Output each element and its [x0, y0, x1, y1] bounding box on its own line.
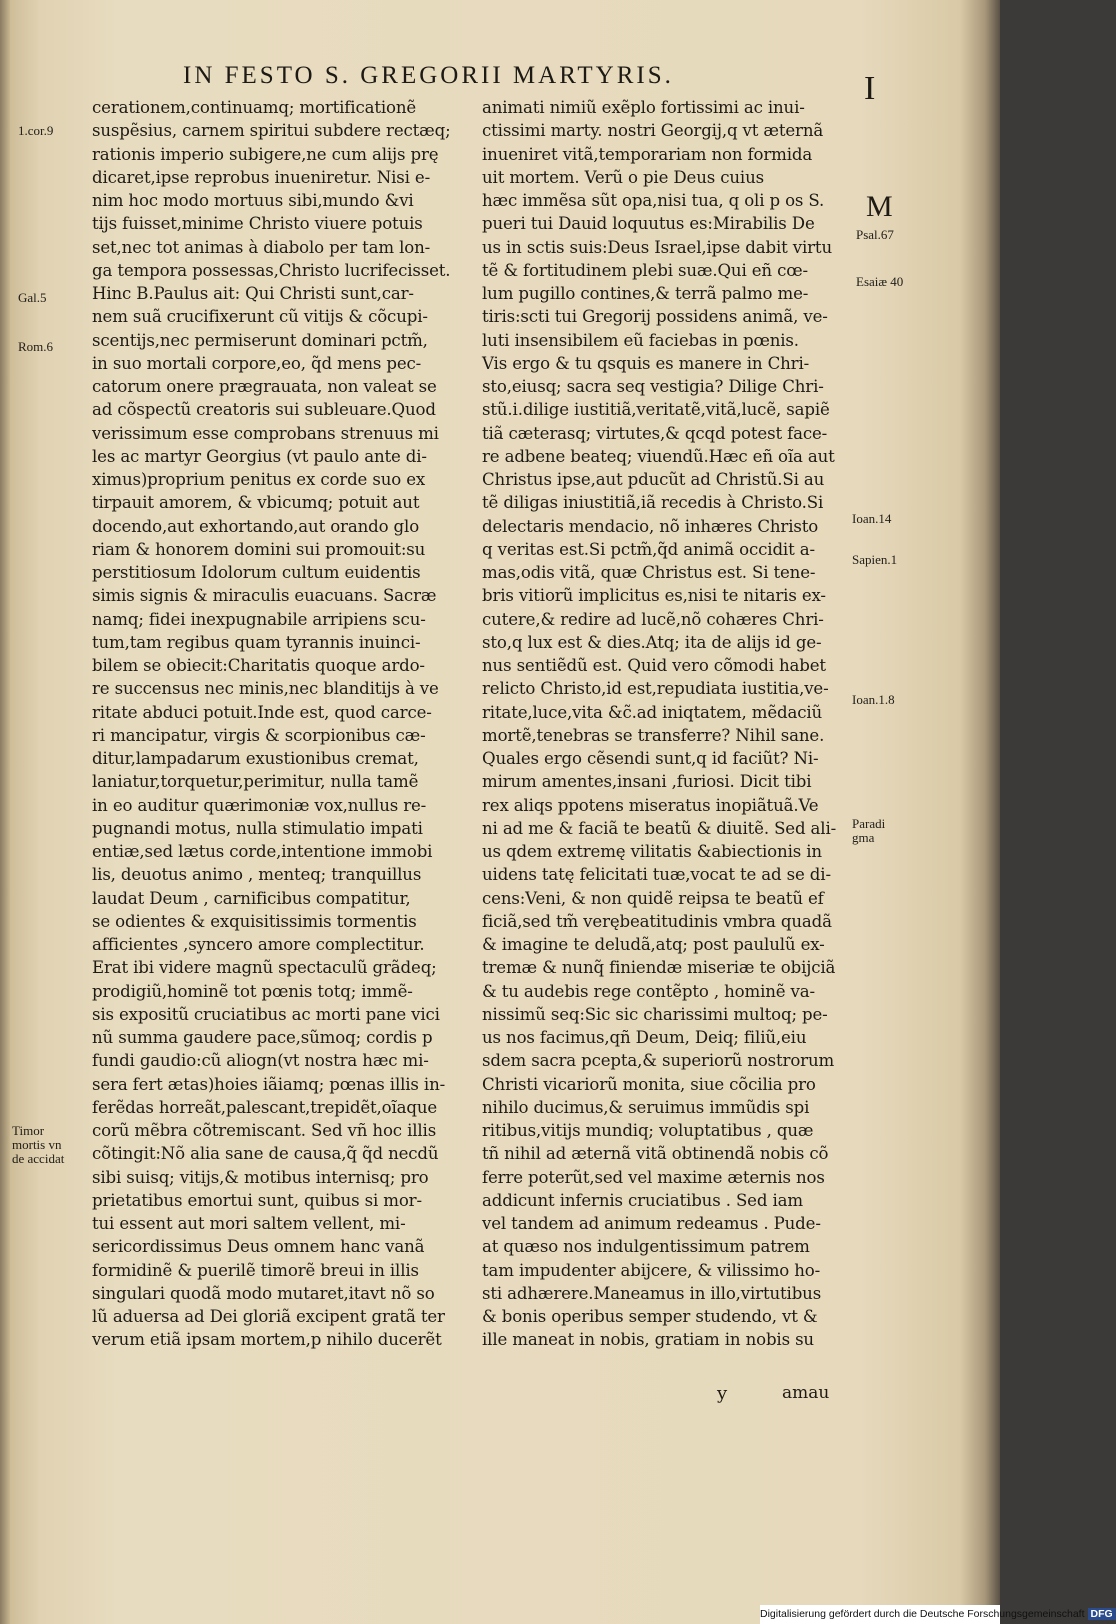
left-text-column	[92, 96, 457, 1352]
margin-note-ioan14: Ioan.14	[852, 511, 892, 526]
text-line: tremæ & nunq̃ finiendæ miseriæ te obijciã	[482, 958, 836, 978]
text-line: ritate,luce,vita &c̃.ad iniqtatem, mẽdaciũ	[482, 702, 823, 722]
text-line: uidens tatę felicitati tuæ,vocat te ad se di-	[482, 865, 831, 885]
text-line: ritate abduci potuit.Inde est, quod carce-	[92, 702, 432, 722]
text-line: sibi suisq; vitijs,& motibus internisq; pro	[92, 1167, 429, 1187]
text-line: q veritas est.Si pctm̃,q̃d animã occidit a-	[482, 539, 815, 559]
text-line: hæc immẽsa sũt opa,nisi tua, q oli p os S.	[482, 191, 825, 210]
text-line: corũ mẽbra cõtremiscant. Sed vñ hoc illis	[92, 1121, 437, 1140]
text-line: ctissimi marty. nostri Georgij,q vt æternã	[482, 121, 824, 141]
text-line: nus sentiẽdũ est. Quid vero cõmodi habet	[482, 656, 826, 675]
text-line: pueri tui Dauid loquutus es:Mirabilis De	[482, 214, 815, 234]
text-line: mortẽ,tenebras se transferre? Nihil sane.	[482, 725, 825, 745]
text-line: mas,odis vitã, quæ Christus est. Si tene-	[482, 563, 816, 582]
text-line: addicunt infernis cruciatibus . Sed iam	[482, 1190, 803, 1210]
folio-number: I	[864, 70, 876, 107]
text-line: tam impudenter abijcere, & vilissimo ho-	[482, 1260, 821, 1280]
footer-text: Digitalisierung gefördert durch die Deutsche Forschungsgemeinschaft	[760, 1608, 1085, 1620]
text-line: & bonis operibus semper studendo, vt &	[482, 1307, 818, 1326]
text-line: tiã cæterasq; virtutes,& qcqd potest face-	[482, 423, 828, 443]
text-line: sto,eiusq; sacra seq vestigia? Dilige Chri-	[482, 377, 824, 396]
text-line: ximus)proprium penitus ex corde suo ex	[92, 470, 426, 489]
text-line: bilem se obiecit:Charitatis quoque ardo-	[92, 656, 425, 675]
marginal-letter: M	[866, 190, 893, 223]
text-line: cens:Veni, & non quidẽ reipsa te beatũ ef	[482, 888, 824, 908]
text-line: nũ summa gaudere pace,sũmoq; cordis p	[92, 1028, 433, 1047]
text-line: lũ aduersa ad Dei gloriã excipent gratã ter	[92, 1307, 445, 1326]
text-line: tijs fuisset,minime Christo viuere potuis	[92, 214, 423, 234]
text-line: tiris:scti tui Gregorij possidens animã, ve-	[482, 307, 828, 327]
margin-note-1-cor: 1.cor.9	[18, 123, 54, 138]
text-line: nissimũ seq:Sic sic charissimi multoq; pe-	[482, 1004, 828, 1024]
text-line: stũ.i.dilige iustitiã,veritatẽ,vitã,lucẽ, sapiẽ	[482, 400, 830, 420]
text-line: vel tandem ad animum redeamus . Pude-	[482, 1214, 821, 1233]
text-line: uit mortem. Verũ o pie Deus cuius	[482, 167, 764, 187]
text-line: luti insensibilem eũ faciebas in pœnis.	[482, 330, 799, 350]
digitization-footer	[760, 1605, 1113, 1624]
text-line: tirpauit amorem, & vbicumq; potuit aut	[92, 493, 420, 513]
text-line: Christi vicariorũ monita, siue cõcilia pro	[482, 1074, 816, 1094]
text-line: bris vitiorũ implicitus es,nisi te nitaris ex-	[482, 586, 826, 606]
text-line: Hinc B.Paulus ait: Qui Christi sunt,car-	[92, 284, 414, 303]
text-line: laudat Deum , carnificibus compatitur,	[92, 888, 411, 908]
text-line: tẽ & fortitudinem plebi suæ.Qui eñ cœ-	[482, 260, 808, 280]
text-line: Erat ibi videre magnũ spectaculũ grãdeq;	[92, 958, 437, 978]
margin-note-paradigma: Paradi gma	[852, 816, 886, 845]
text-line: verissimum esse comprobans strenuus mi	[92, 423, 439, 443]
text-line: se odientes & exquisitissimis tormentis	[92, 911, 417, 931]
margin-note-esaiae: Esaiæ 40	[856, 274, 904, 289]
text-line: scentijs,nec permiserunt dominari pctm̃,	[92, 330, 428, 350]
margin-note-ioan18: Ioan.1.8	[852, 692, 895, 707]
text-line: lum pugillo contines,& terrã palmo me-	[482, 284, 809, 303]
text-line: ri mancipatur, virgis & scorpionibus cæ-	[92, 725, 426, 745]
text-line: ni ad me & faciã te beatũ & diuitẽ. Sed ali-	[482, 818, 837, 838]
text-line: nem suã crucifixerunt cũ vitijs & cõcupi-	[92, 307, 428, 327]
text-line: set,nec tot animas à diabolo per tam lon-	[92, 237, 431, 257]
text-line: perstitiosum Idolorum cultum euidentis	[92, 563, 421, 582]
margin-note-timor: Timor mortis vn de accidat	[12, 1123, 65, 1166]
signature-mark: y	[717, 1383, 728, 1404]
text-line: sdem sacra pcepta,& superiorũ nostrorum	[482, 1051, 835, 1071]
text-line: sericordissimus Deus omnem hanc vanã	[92, 1237, 425, 1257]
text-line: fundi gaudio:cũ aliogn(vt nostra hæc mi-	[92, 1051, 429, 1071]
text-line: cerationem,continuamq; mortificationẽ	[92, 98, 417, 117]
margin-note-rom: Rom.6	[18, 339, 54, 354]
text-line: cõtingit:Nõ alia sane de causa,q̃ q̃d necdũ	[92, 1144, 439, 1164]
text-line: in eo auditur quærimoniæ vox,nullus re-	[92, 795, 427, 815]
text-line: Christus ipse,aut pducũt ad Christũ.Si au	[482, 470, 825, 489]
text-line: ferre poterũt,sed vel maxime æternis nos	[482, 1167, 825, 1187]
text-line: singulari quodã modo mutaret,itavt nõ so	[92, 1283, 435, 1303]
text-line: us qdem extremę vilitatis &abiectionis in	[482, 842, 822, 861]
text-line: ritibus,vitijs mundiq; voluptatibus , quæ	[482, 1121, 814, 1140]
text-line: relicto Christo,id est,repudiata iustitia,ve-	[482, 679, 829, 699]
text-line: re succensus nec minis,nec blanditijs à ve	[92, 679, 439, 699]
text-line: simis signis & miraculis euacuans. Sacræ	[92, 586, 437, 606]
text-line: cutere,& redire ad lucẽ,nõ cohæres Chri-	[482, 609, 824, 629]
text-line: verum etiã ipsam mortem,p nihilo ducerẽt	[92, 1330, 442, 1350]
text-line: formidinẽ & puerilẽ timorẽ breui in illis	[92, 1260, 419, 1280]
text-line: namq; fidei inexpugnabile arripiens scu-	[92, 609, 426, 629]
text-line: inueniret vitã,temporariam non formida	[482, 144, 813, 164]
text-line: laniatur,torquetur,perimitur, nulla tamẽ	[92, 772, 419, 792]
text-line: ficiã,sed tm̃ verębeatitudinis vmbra quadã	[482, 911, 832, 931]
text-line: mirum amentes,insani ,furiosi. Dicit tibi	[482, 772, 812, 792]
text-line: dicaret,ipse reprobus inueniretur. Nisi e-	[92, 167, 431, 187]
text-line: sis expositũ cruciatibus ac morti pane vici	[92, 1004, 440, 1024]
running-header: IN FESTO S. GREGORII MARTYRIS.	[183, 62, 674, 89]
text-line: ille maneat in nobis, gratiam in nobis su	[482, 1330, 814, 1350]
text-line: catorum onere prægrauata, non valeat se	[92, 377, 437, 396]
right-text-column	[482, 96, 847, 1352]
text-line: lis, deuotus animo , menteq; tranquillus	[92, 865, 422, 885]
margin-note-psal: Psal.67	[856, 227, 894, 242]
text-line: tui essent aut mori saltem vellent, mi-	[92, 1214, 406, 1233]
text-line: suspẽsius, carnem spiritui subdere rectæq;	[92, 121, 451, 141]
dfg-logo: DFG	[1088, 1608, 1116, 1620]
text-line: Quales ergo cẽsendi sunt,q id faciũt? Ni-	[482, 749, 819, 768]
margin-note-gal: Gal.5	[18, 290, 47, 305]
text-line: & imagine te deludã,atq; post paululũ ex-	[482, 935, 825, 954]
text-line: animati nimiũ exẽplo fortissimi ac inui-	[482, 98, 805, 117]
text-line: rex aliqs ppotens miseratus inopiãtuã.Ve	[482, 795, 819, 815]
text-line: sera fert ætas)hoies iãiamq; pœnas illis in-	[92, 1074, 446, 1094]
text-line: sti adhærere.Maneamus in illo,virtutibus	[482, 1283, 822, 1303]
text-line: ga tempora possessas,Christo lucrifecisset.	[92, 260, 451, 280]
text-line: prietatibus emortui sunt, quibus si mor-	[92, 1190, 422, 1210]
text-line: at quæso nos indulgentissimum patrem	[482, 1237, 810, 1257]
text-line: tẽ diligas iniustitiã,iã recedis à Christo.Si	[482, 493, 824, 513]
text-line: entiæ,sed lætus corde,intentione immobi	[92, 842, 433, 861]
text-line: tñ nihil ad æternã vitã obtinendã nobis cõ	[482, 1144, 829, 1164]
text-line: ad cõspectũ creatoris sui subleuare.Quod	[92, 400, 436, 420]
text-line: sto,q lux est & dies.Atq; ita de alijs id ge-	[482, 632, 822, 652]
text-line: riam & honorem domini sui promouit:su	[92, 539, 426, 559]
text-line: docendo,aut exhortando,aut orando glo	[92, 516, 420, 536]
text-line: us nos facimus,qñ Deum, Deiq; filiũ,eiu	[482, 1028, 807, 1047]
text-line: afficientes ,syncero amore complectitur.	[92, 935, 425, 954]
text-line: us in sctis suis:Deus Israel,ipse dabit virtu	[482, 237, 832, 257]
text-line: ferẽdas horreãt,palescant,trepidẽt,oĩaque	[92, 1097, 438, 1117]
text-line: pugnandi motus, nulla stimulatio impati	[92, 818, 423, 838]
text-line: re adbene beateq; viuendũ.Hæc eñ oĩa aut	[482, 446, 835, 466]
catchword: amau	[782, 1383, 830, 1403]
text-line: delectaris mendacio, nõ inhæres Christo	[482, 516, 819, 536]
text-line: ditur,lampadarum exustionibus cremat,	[92, 749, 419, 768]
text-line: Vis ergo & tu qsquis es manere in Chri-	[482, 353, 810, 373]
margin-note-sapien: Sapien.1	[852, 552, 898, 567]
text-line: in suo mortali corpore,eo, q̃d mens pec-	[92, 353, 422, 373]
text-line: tum,tam regibus quam tyrannis inuinci-	[92, 632, 421, 652]
page-gutter	[0, 0, 10, 1624]
text-line: & tu audebis rege contẽpto , hominẽ va-	[482, 981, 815, 1001]
text-line: nim hoc modo mortuus sibi,mundo &vi	[92, 191, 414, 210]
text-line: nihilo ducimus,& seruimus immũdis spi	[482, 1097, 810, 1117]
text-line: les ac martyr Georgius (vt paulo ante di-	[92, 446, 427, 466]
text-line: rationis imperio subigere,ne cum alijs prę	[92, 144, 439, 164]
text-line: prodigiũ,hominẽ tot pœnis totq; immẽ-	[92, 981, 413, 1001]
